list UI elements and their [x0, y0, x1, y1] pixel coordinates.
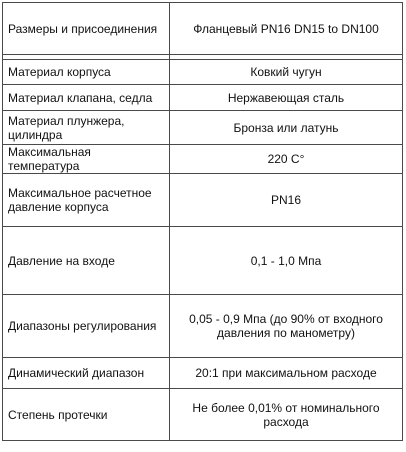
param-label: Материал плунжера, цилиндра: [3, 111, 170, 145]
param-value: Фланцевый PN16 DN15 to DN100: [170, 3, 403, 55]
table-row: [3, 174, 403, 227]
table-row: [3, 227, 403, 295]
param-label: Степень протечки: [3, 389, 170, 441]
param-value: Не более 0,01% от номинального расхода: [170, 389, 403, 441]
param-label: Давление на входе: [3, 227, 170, 295]
specifications-table: [2, 2, 403, 441]
param-value: 220 С°: [170, 145, 403, 174]
table-row: [3, 60, 403, 85]
table-row: [3, 111, 403, 145]
param-value: Ковкий чугун: [170, 60, 403, 85]
param-label: Материал клапана, седла: [3, 85, 170, 111]
param-value: 20:1 при максимальном расходе: [170, 358, 403, 389]
param-value: 0,1 - 1,0 Мпа: [170, 227, 403, 295]
param-value: Нержавеющая сталь: [170, 85, 403, 111]
table-row: [3, 145, 403, 174]
param-value: Бронза или латунь: [170, 111, 403, 145]
param-label: Материал корпуса: [3, 60, 170, 85]
table-row: [3, 3, 403, 55]
param-label: Диапазоны регулирования: [3, 295, 170, 358]
table-row: [3, 389, 403, 441]
param-label: Максимальное расчетное давление корпуса: [3, 174, 170, 227]
param-value: PN16: [170, 174, 403, 227]
param-label: Динамический диапазон: [3, 358, 170, 389]
table-row: [3, 358, 403, 389]
param-value: 0,05 - 0,9 Мпа (до 90% от входного давления по манометру): [170, 295, 403, 358]
table-row: [3, 85, 403, 111]
table-row: [3, 295, 403, 358]
param-label: Размеры и присоединения: [3, 3, 170, 55]
param-label: Максимальная температура: [3, 145, 170, 174]
